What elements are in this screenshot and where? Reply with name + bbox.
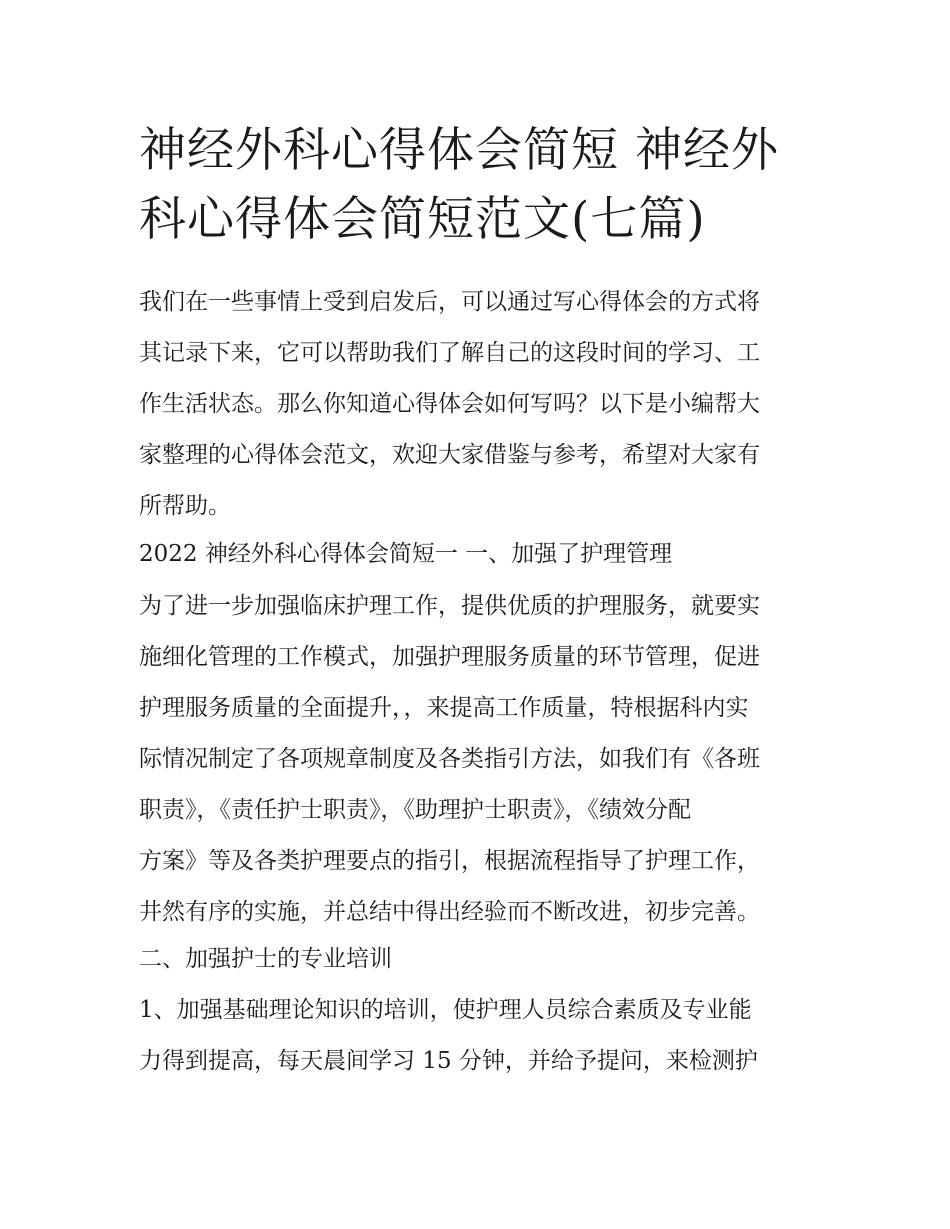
text-line: 际情况制定了各项规章制度及各类指引方法，如我们有《各班 bbox=[139, 746, 760, 772]
text-line: 方案》等及各类护理要点的指引，根据流程指导了护理工作， bbox=[139, 848, 760, 874]
section-heading bbox=[139, 529, 819, 580]
text-line: 1、加强基础理论知识的培训，使护理人员综合素质及专业能 bbox=[139, 997, 752, 1023]
text-line: 作生活状态。那么你知道心得体会如何写吗？以下是小编帮大 bbox=[139, 391, 760, 417]
document-title bbox=[139, 116, 829, 254]
text-line: 力得到提高，每天晨间学习 15 分钟，并给予提问，来检测护 bbox=[139, 1048, 758, 1074]
body-paragraph bbox=[139, 985, 819, 1087]
text-line: 职责》，《责任护士职责》，《助理护士职责》，《绩效分配 bbox=[139, 797, 691, 823]
text-line: 其记录下来，它可以帮助我们了解自己的这段时间的学习、工 bbox=[139, 340, 760, 366]
body-paragraph bbox=[139, 581, 819, 938]
text-line: 所帮助。 bbox=[139, 493, 231, 519]
title-line: 科心得体会简短范文(七篇) bbox=[139, 192, 706, 247]
text-line: 我们在一些事情上受到启发后，可以通过写心得体会的方式将 bbox=[139, 289, 760, 315]
heading-text: 二、加强护士的专业培训 bbox=[139, 946, 392, 972]
section-heading bbox=[139, 934, 819, 985]
text-line: 家整理的心得体会范文，欢迎大家借鉴与参考，希望对大家有 bbox=[139, 442, 760, 468]
intro-paragraph bbox=[139, 277, 819, 532]
text-line: 为了进一步加强临床护理工作，提供优质的护理服务，就要实 bbox=[139, 593, 760, 619]
heading-text: 2022 神经外科心得体会简短一 一、加强了护理管理 bbox=[139, 541, 673, 567]
text-line: 施细化管理的工作模式，加强护理服务质量的环节管理，促进 bbox=[139, 644, 760, 670]
text-line: 护理服务质量的全面提升，，来提高工作质量，特根据科内实 bbox=[139, 695, 749, 721]
title-line: 神经外科心得体会简短 神经外 bbox=[139, 123, 779, 178]
text-line: 井然有序的实施，并总结中得出经验而不断改进，初步完善。 bbox=[139, 899, 760, 925]
